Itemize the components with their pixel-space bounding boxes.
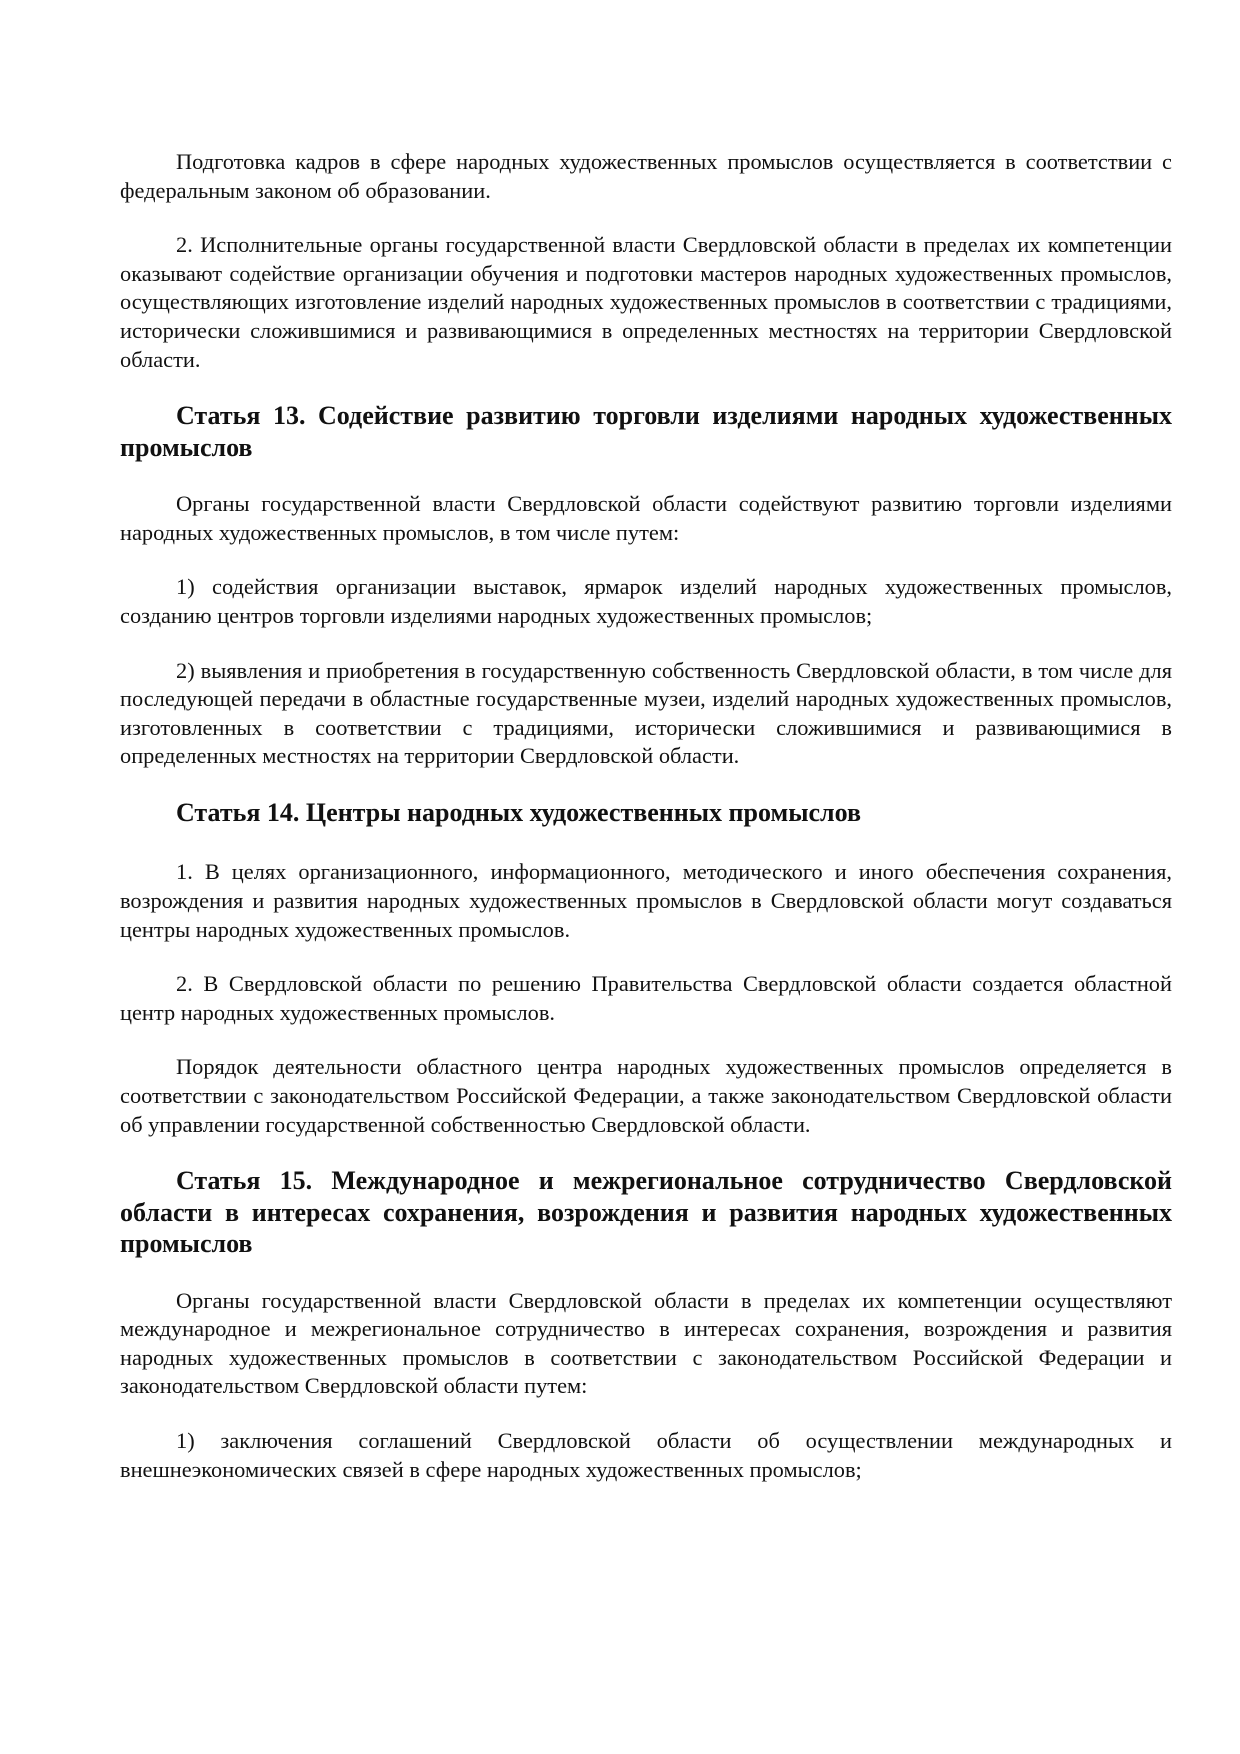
document-page [120,148,1172,1510]
heading-article-14: Статья 14. Центры народных художественных промыслов [176,797,862,827]
para-13-item-1: 1) содействия организации выставок, ярмарок изделий народных художественных промыслов, созданию центров торговли изделиями народных художественных промыслов; [120,574,1172,628]
para-15-intro: Органы государственной власти Свердловской области в пределах их компетенции осуществляют международное и межрегиональное сотрудничество в интересах сохранения, возрождения и развития народных художественных промыслов в соответствии с законодательством Российской Федерации и законодательством Свердловской области путем: [120,1287,1172,1399]
heading-article-15: Статья 15. Международное и межрегиональное сотрудничество Свердловской области в интересах сохранения, возрождения и развития народных художественных промыслов [120,1166,1172,1259]
heading-article-13: Статья 13. Содействие развитию торговли изделиями народных художественных промыслов [120,401,1172,462]
para-14-order: Порядок деятельности областного центра народных художественных промыслов определяется в соответствии с законодательством Российской Федерации, а также законодательством Свердловской области об управлении государственной собственностью Свердловской области. [120,1054,1172,1137]
para-13-intro: Органы государственной власти Свердловской области содействуют развитию торговли изделиями народных художественных промыслов, в том числе путем: [120,491,1172,545]
para-14-2: 2. В Свердловской области по решению Правительства Свердловской области создается областной центр народных художественных промыслов. [120,971,1172,1025]
para-training-cadres: Подготовка кадров в сфере народных художественных промыслов осуществляется в соответствии с федеральным законом об образовании. [120,149,1172,203]
para-12-2-executive-bodies: 2. Исполнительные органы государственной власти Свердловской области в пределах их компетенции оказывают содействие организации обучения и подготовки мастеров народных художественных промыслов, осуществляющих изготовление изделий народных художественных промыслов в соответствии с традициями, исторически сложившимися и развивающимися в определенных местностях на территории Свердловской области. [120,232,1172,372]
para-13-item-2: 2) выявления и приобретения в государственную собственность Свердловской области, в том числе для последующей передачи в областные государственные музеи, изделий народных художественных промыслов, изготовленных в соответствии с традициями, исторически сложившимися и развивающимися в определенных местностях на территории Свердловской области. [120,657,1172,769]
para-15-item-1: 1) заключения соглашений Свердловской области об осуществлении международных и внешнеэкономических связей в сфере народных художественных промыслов; [120,1428,1172,1482]
para-14-1: 1. В целях организационного, информационного, методического и иного обеспечения сохранения, возрождения и развития народных художественных промыслов в Свердловской области могут создаваться центры народных художественных промыслов. [120,859,1172,942]
